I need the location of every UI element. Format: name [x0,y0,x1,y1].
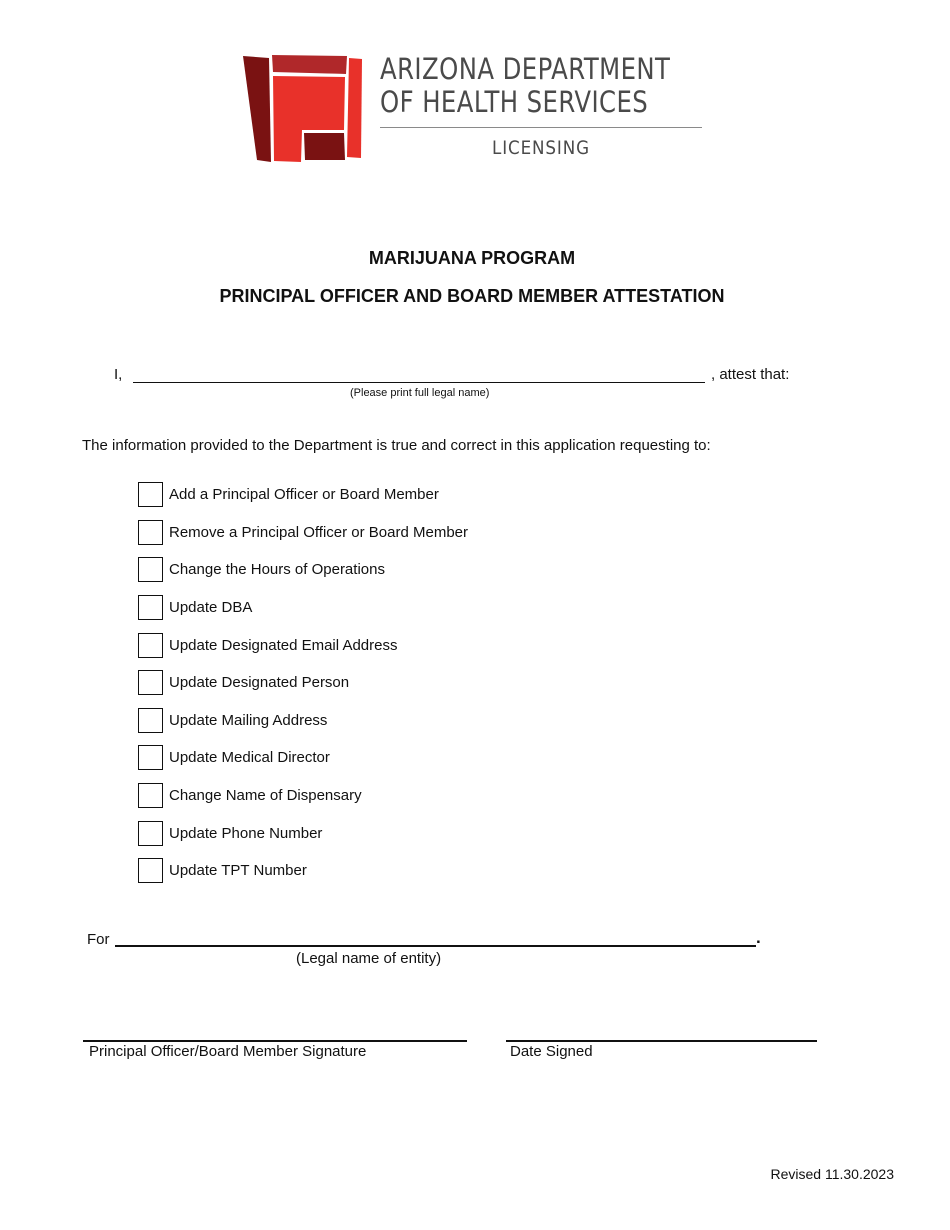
revision-date: Revised 11.30.2023 [770,1166,894,1182]
attest-suffix: , attest that: [711,366,790,383]
entity-prefix: For [87,931,110,948]
request-options-list [138,476,468,890]
org-name-line-1: ARIZONA DEPARTMENT [380,52,671,86]
attest-prefix: I, [114,366,123,383]
option-label: Add a Principal Officer or Board Member [169,486,439,504]
entity-name-field[interactable] [115,945,756,947]
checkbox-change-hours[interactable] [138,557,163,582]
option-update-email [138,626,468,664]
signature-field[interactable] [83,1040,467,1042]
checkbox-remove-officer[interactable] [138,520,163,545]
signature-label: Principal Officer/Board Member Signature [89,1043,367,1060]
legal-name-hint: (Please print full legal name) [350,387,490,399]
option-update-mailing-address [138,702,468,740]
option-update-tpt [138,852,468,890]
checkbox-update-mailing-address[interactable] [138,708,163,733]
logo-dark-bar [243,56,271,162]
form-title: PRINCIPAL OFFICER AND BOARD MEMBER ATTESTATION [219,286,725,306]
option-update-dba [138,589,468,627]
checkbox-update-dba[interactable] [138,595,163,620]
option-label: Change the Hours of Operations [169,561,385,579]
option-add-officer [138,476,468,514]
org-name-line-2: OF HEALTH SERVICES [380,85,649,119]
option-label: Remove a Principal Officer or Board Member [169,523,469,541]
date-signed-field[interactable] [506,1040,817,1042]
logo-top-bar [272,55,347,74]
option-change-dispensary-name [138,777,468,815]
option-label: Update DBA [169,599,253,617]
option-label: Change Name of Dispensary [169,787,362,805]
option-update-medical-director [138,739,468,777]
option-label: Update Medical Director [169,749,330,767]
program-title: MARIJUANA PROGRAM [368,248,576,268]
date-signed-label: Date Signed [510,1043,593,1060]
checkbox-update-tpt[interactable] [138,858,163,883]
checkbox-update-email[interactable] [138,633,163,658]
logo-bottom-block [304,133,345,160]
entity-name-hint: (Legal name of entity) [296,950,442,967]
checkbox-change-dispensary-name[interactable] [138,783,163,808]
entity-period: . [756,928,761,947]
option-update-phone [138,814,468,852]
org-divider [380,127,702,128]
adhs-logo-mark [243,54,363,164]
checkbox-update-medical-director[interactable] [138,745,163,770]
option-label: Update Mailing Address [169,711,328,729]
option-label: Update Designated Email Address [169,636,398,654]
intro-text: The information provided to the Department is true and correct in this application requesting to: [82,437,711,454]
option-label: Update Designated Person [169,674,350,692]
option-update-designated-person [138,664,468,702]
option-label: Update TPT Number [169,862,307,880]
option-label: Update Phone Number [169,824,323,842]
checkbox-update-designated-person[interactable] [138,670,163,695]
logo-right-bar [347,58,362,158]
checkbox-add-officer[interactable] [138,482,163,507]
option-remove-officer [138,514,468,552]
org-division: LICENSING [492,137,590,159]
legal-name-field[interactable] [133,382,705,383]
checkbox-update-phone[interactable] [138,821,163,846]
option-change-hours [138,551,468,589]
